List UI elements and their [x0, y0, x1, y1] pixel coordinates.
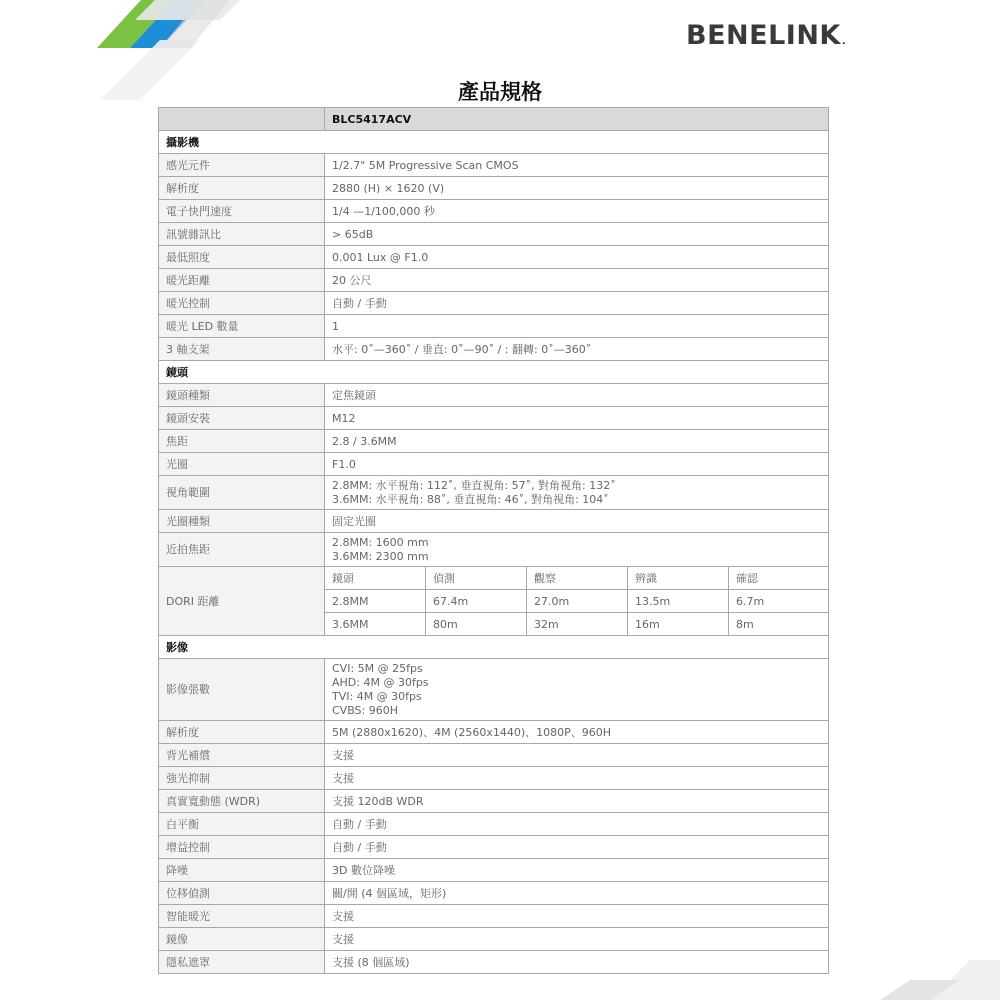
spec-label: 感光元件 — [159, 154, 325, 177]
spec-label: 白平衡 — [159, 813, 325, 836]
section-header — [159, 636, 829, 659]
spec-row — [159, 246, 829, 269]
spec-value — [325, 659, 829, 721]
spec-value: 固定光圈 — [325, 510, 829, 533]
model-name: BLC5417ACV — [325, 108, 829, 131]
spec-value-line: CVI: 5M @ 25fps — [332, 661, 423, 675]
dori-cell: 觀察 — [527, 567, 628, 590]
spec-label: 增益控制 — [159, 836, 325, 859]
spec-value-line: AHD: 4M @ 30fps — [332, 675, 429, 689]
spec-label: 位移偵測 — [159, 882, 325, 905]
spec-row — [159, 269, 829, 292]
spec-value-line: 2.8MM: 1600 mm — [332, 535, 429, 549]
spec-value: 水平: 0˚—360˚ / 垂直: 0˚—90˚ / : 翻轉: 0˚—360˚ — [325, 338, 829, 361]
spec-value: 2.8 / 3.6MM — [325, 430, 829, 453]
spec-row — [159, 905, 829, 928]
spec-value: M12 — [325, 407, 829, 430]
spec-label: 暖光控制 — [159, 292, 325, 315]
spec-value: 定焦鏡頭 — [325, 384, 829, 407]
spec-row — [159, 767, 829, 790]
spec-value: 支援 (8 個區域) — [325, 951, 829, 974]
spec-value: 自動 / 手動 — [325, 836, 829, 859]
dori-cell: 13.5m — [628, 590, 729, 613]
spec-value: 自動 / 手動 — [325, 292, 829, 315]
spec-value-line: 3.6MM: 2300 mm — [332, 549, 429, 563]
spec-row — [159, 154, 829, 177]
spec-label: 訊號雜訊比 — [159, 223, 325, 246]
spec-label: 背光補償 — [159, 744, 325, 767]
dori-cell: 32m — [527, 613, 628, 636]
spec-value: 自動 / 手動 — [325, 813, 829, 836]
spec-row — [159, 407, 829, 430]
spec-row — [159, 928, 829, 951]
spec-value — [325, 476, 829, 510]
spec-label: 視角範圍 — [159, 476, 325, 510]
spec-row — [159, 453, 829, 476]
spec-row — [159, 533, 829, 567]
spec-label: 3 軸支架 — [159, 338, 325, 361]
spec-label: 影像張數 — [159, 659, 325, 721]
dori-cell: 偵測 — [426, 567, 527, 590]
spec-row — [159, 223, 829, 246]
spec-label: 強光抑制 — [159, 767, 325, 790]
spec-row — [159, 384, 829, 407]
spec-value: 支援 120dB WDR — [325, 790, 829, 813]
spec-label: 電子快門速度 — [159, 200, 325, 223]
spec-value — [325, 533, 829, 567]
spec-row — [159, 430, 829, 453]
spec-value: 關/開 (4 個區域，矩形) — [325, 882, 829, 905]
spec-row — [159, 836, 829, 859]
spec-row — [159, 177, 829, 200]
spec-label: 最低照度 — [159, 246, 325, 269]
spec-row — [159, 721, 829, 744]
spec-row — [159, 659, 829, 721]
spec-label: 降噪 — [159, 859, 325, 882]
spec-value: F1.0 — [325, 453, 829, 476]
spec-value: 20 公尺 — [325, 269, 829, 292]
dori-cell: 3.6MM — [325, 613, 426, 636]
section-title: 影像 — [159, 636, 829, 659]
spec-row — [159, 813, 829, 836]
table-header-row — [159, 108, 829, 131]
spec-value: 支援 — [325, 744, 829, 767]
spec-value: 支援 — [325, 928, 829, 951]
dori-cell: 辨識 — [628, 567, 729, 590]
spec-label: 焦距 — [159, 430, 325, 453]
spec-value: 1/2.7" 5M Progressive Scan CMOS — [325, 154, 829, 177]
spec-row — [159, 200, 829, 223]
spec-label: 光圈 — [159, 453, 325, 476]
dori-cell: 8m — [729, 613, 829, 636]
dori-cell: 2.8MM — [325, 590, 426, 613]
spec-label: 真實寬動態 (WDR) — [159, 790, 325, 813]
spec-label: 暖光 LED 數量 — [159, 315, 325, 338]
spec-row — [159, 859, 829, 882]
spec-value: 支援 — [325, 767, 829, 790]
spec-label: 解析度 — [159, 177, 325, 200]
spec-value: 支援 — [325, 905, 829, 928]
dori-cell: 確認 — [729, 567, 829, 590]
spec-value: 1 — [325, 315, 829, 338]
spec-row — [159, 476, 829, 510]
spec-row — [159, 315, 829, 338]
spec-value: 5M (2880x1620)、4M (2560x1440)、1080P、960H — [325, 721, 829, 744]
dori-cell: 67.4m — [426, 590, 527, 613]
spec-value-line: 3.6MM: 水平視角: 88˚, 垂直視角: 46˚, 對角視角: 104˚ — [332, 492, 609, 506]
header-label-cell — [159, 108, 325, 131]
spec-value: 3D 數位降噪 — [325, 859, 829, 882]
spec-row — [159, 744, 829, 767]
section-header — [159, 361, 829, 384]
dori-cell: 27.0m — [527, 590, 628, 613]
spec-label: 解析度 — [159, 721, 325, 744]
spec-label: 暖光距離 — [159, 269, 325, 292]
dori-label: DORI 距離 — [159, 567, 325, 636]
spec-row — [159, 790, 829, 813]
section-title: 攝影機 — [159, 131, 829, 154]
spec-row — [159, 951, 829, 974]
corner-decoration-bottom-right — [800, 960, 1000, 1000]
spec-row — [159, 338, 829, 361]
brand-logo: BENELINK. — [686, 20, 847, 51]
dori-cell: 80m — [426, 613, 527, 636]
spec-label: 智能暖光 — [159, 905, 325, 928]
spec-label: 鏡頭種類 — [159, 384, 325, 407]
dori-cell: 6.7m — [729, 590, 829, 613]
dori-cell: 鏡頭 — [325, 567, 426, 590]
dori-header-row — [159, 567, 829, 590]
spec-label: 隱私遮罩 — [159, 951, 325, 974]
spec-label: 近拍焦距 — [159, 533, 325, 567]
page-title: 產品規格 — [458, 80, 542, 104]
dori-cell: 16m — [628, 613, 729, 636]
spec-value-line: TVI: 4M @ 30fps — [332, 689, 422, 703]
spec-value: 2880 (H) × 1620 (V) — [325, 177, 829, 200]
spec-row — [159, 292, 829, 315]
spec-label: 鏡頭安裝 — [159, 407, 325, 430]
section-header — [159, 131, 829, 154]
spec-value: 0.001 Lux @ F1.0 — [325, 246, 829, 269]
spec-label: 光圈種類 — [159, 510, 325, 533]
spec-table — [158, 107, 829, 974]
spec-row — [159, 882, 829, 905]
spec-value-line: 2.8MM: 水平視角: 112˚, 垂直視角: 57˚, 對角視角: 132˚ — [332, 478, 616, 492]
spec-label: 鏡像 — [159, 928, 325, 951]
spec-value: > 65dB — [325, 223, 829, 246]
spec-value: 1/4 —1/100,000 秒 — [325, 200, 829, 223]
spec-value-line: CVBS: 960H — [332, 703, 399, 717]
spec-row — [159, 510, 829, 533]
section-title: 鏡頭 — [159, 361, 829, 384]
